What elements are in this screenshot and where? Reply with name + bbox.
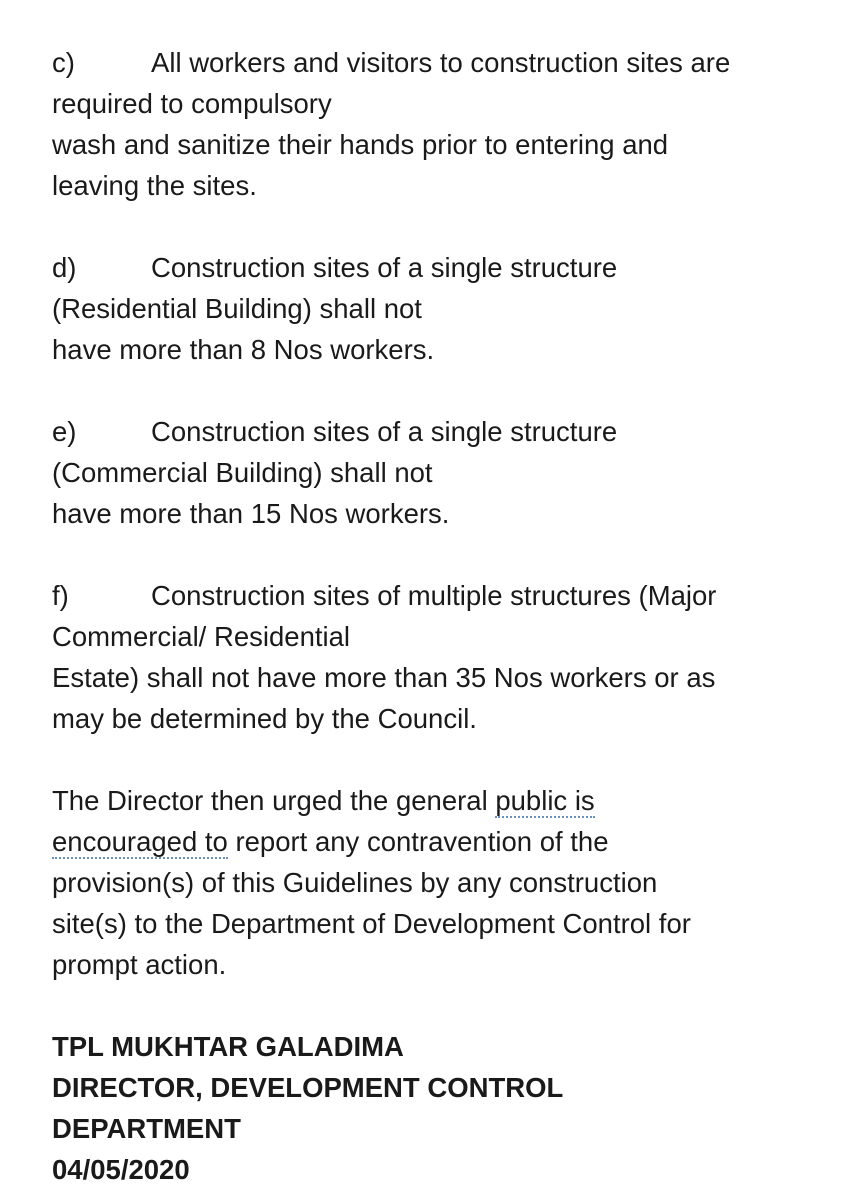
item-text: (Residential Building) shall not (52, 293, 422, 324)
item-text: Construction sites of multiple structures (Major (151, 580, 717, 611)
closing-line (52, 821, 822, 862)
item-text: Commercial/ Residential (52, 621, 351, 652)
item-text: Estate) shall not have more than 35 Nos workers or as (52, 662, 716, 693)
item-marker: c) (52, 47, 75, 78)
signatory-name: TPL MUKHTAR GALADIMA (52, 1031, 404, 1062)
item-text: required to compulsory (52, 88, 332, 119)
closing-text: The Director then urged the general (52, 785, 496, 816)
item-text: have more than 8 Nos workers. (52, 334, 435, 365)
item-marker: f) (52, 580, 69, 611)
public-link[interactable]: public is (495, 785, 595, 816)
item-first-line (52, 42, 822, 83)
closing-text: site(s) to the Department of Development Control for (52, 908, 691, 939)
item-first-line (52, 411, 822, 452)
item-marker: d) (52, 252, 77, 283)
item-text: Construction sites of a single structure (151, 252, 618, 283)
signatory-title: DEPARTMENT (52, 1113, 241, 1144)
closing-text: prompt action. (52, 949, 227, 980)
guideline-item-d (52, 247, 822, 370)
item-first-line (52, 247, 822, 288)
signature-block (52, 1026, 822, 1190)
item-first-line (52, 575, 822, 616)
closing-text: report any contravention of the (227, 826, 609, 857)
item-marker: e) (52, 416, 77, 447)
item-text: All workers and visitors to construction sites are (151, 47, 731, 78)
signatory-title: DIRECTOR, DEVELOPMENT CONTROL (52, 1072, 564, 1103)
document-date: 04/05/2020 (52, 1154, 190, 1185)
guideline-item-c (52, 42, 822, 206)
closing-line (52, 780, 822, 821)
item-text: have more than 15 Nos workers. (52, 498, 450, 529)
closing-text: provision(s) of this Guidelines by any construction (52, 867, 658, 898)
item-text: may be determined by the Council. (52, 703, 477, 734)
item-text: (Commercial Building) shall not (52, 457, 433, 488)
item-text: wash and sanitize their hands prior to entering and (52, 129, 669, 160)
guideline-item-f (52, 575, 822, 739)
guideline-item-e (52, 411, 822, 534)
closing-paragraph (52, 780, 822, 985)
item-text: leaving the sites. (52, 170, 257, 201)
item-text: Construction sites of a single structure (151, 416, 618, 447)
document-body (52, 42, 822, 1190)
encouraged-link[interactable]: encouraged to (52, 826, 228, 857)
